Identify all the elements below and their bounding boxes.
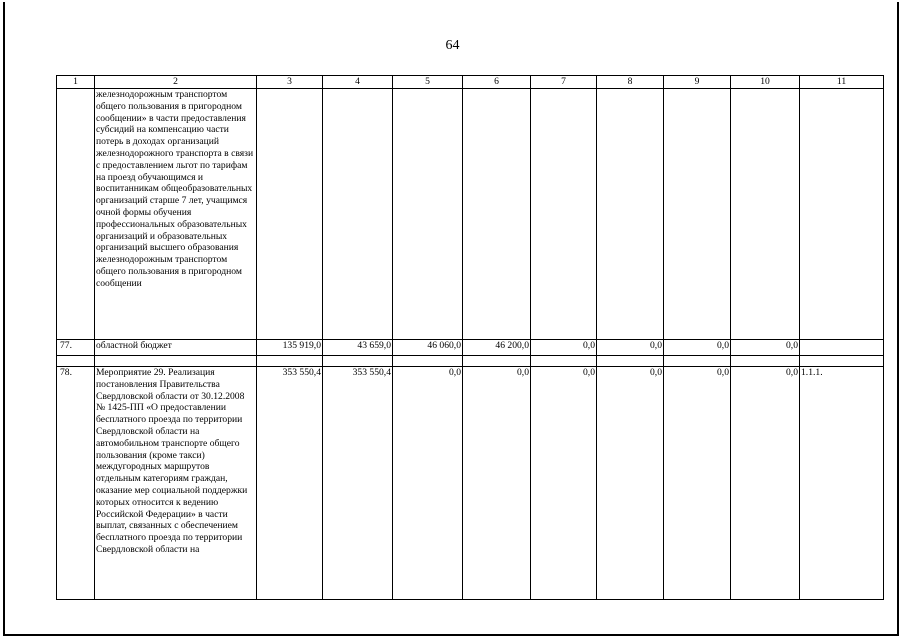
column-header: 7 [531, 76, 597, 89]
row-description: областной бюджет [95, 340, 257, 356]
cell-value [531, 89, 597, 340]
cell-value: 0,0 [731, 340, 800, 356]
cell-value: 46 200,0 [463, 340, 531, 356]
column-header: 9 [664, 76, 731, 89]
cell-value: 0,0 [597, 367, 664, 600]
row-description: Мероприятие 29. Реализация постановления Правительства Свердловской области от 30.12.2008 № 1425-ПП «О предоставлении бесплатного проезда по территории Свердловской области на автомобильном транспорте общего пользования (кроме такси) междугородных маршрутов отдельным категориям граждан, оказание мер социальной поддержки которых относится к ведению Российской Федерации» в части выплат, связанных с обеспечением бесплатного проезда по территории Свердловской области на [95, 367, 257, 600]
cell-value: 0,0 [731, 367, 800, 600]
cell-value [323, 89, 393, 340]
column-header: 6 [463, 76, 531, 89]
cell-value: 353 550,4 [257, 367, 323, 600]
cell-value [393, 89, 463, 340]
cell-value: 0,0 [463, 367, 531, 600]
table-header-row [57, 76, 884, 89]
table-row [57, 340, 884, 356]
cell-value [257, 89, 323, 340]
row-description: железнодорожным транспортом общего пользования в пригородном сообщении» в части предоставления субсидий на компенсацию части потерь в доходах организаций железнодорожного транспорта в связи с предоставлением льгот по тарифам на проезд обучающимся и воспитанникам общеобразовательных организаций старше 7 лет, учащимся очной формы обучения профессиональных образовательных организаций и образовательных организаций высшего образования железнодорожным транспортом общего пользования в пригородном сообщении [95, 89, 257, 340]
table-row [57, 367, 884, 600]
cell-target [800, 340, 884, 356]
column-header: 11 [800, 76, 884, 89]
column-header: 10 [731, 76, 800, 89]
page-number: 64 [445, 38, 460, 53]
cell-value [731, 89, 800, 340]
column-header: 8 [597, 76, 664, 89]
column-header: 4 [323, 76, 393, 89]
cell-value: 0,0 [531, 367, 597, 600]
row-number: 77. [57, 340, 95, 356]
cell-target: 1.1.1. [800, 367, 884, 600]
column-header: 5 [393, 76, 463, 89]
table-gap-row [57, 356, 884, 367]
cell-target [800, 89, 884, 340]
cell-value [597, 89, 664, 340]
cell-value: 43 659,0 [323, 340, 393, 356]
cell-value: 0,0 [664, 367, 731, 600]
cell-value: 0,0 [664, 340, 731, 356]
cell-value [664, 89, 731, 340]
row-number: 78. [57, 367, 95, 600]
cell-value: 46 060,0 [393, 340, 463, 356]
column-header: 3 [257, 76, 323, 89]
cell-value [463, 89, 531, 340]
cell-value: 0,0 [597, 340, 664, 356]
budget-table [56, 75, 884, 600]
row-number [57, 89, 95, 340]
cell-value: 135 919,0 [257, 340, 323, 356]
column-header: 2 [95, 76, 257, 89]
cell-value: 0,0 [531, 340, 597, 356]
table-row [57, 89, 884, 340]
cell-value: 0,0 [393, 367, 463, 600]
cell-value: 353 550,4 [323, 367, 393, 600]
column-header: 1 [57, 76, 95, 89]
